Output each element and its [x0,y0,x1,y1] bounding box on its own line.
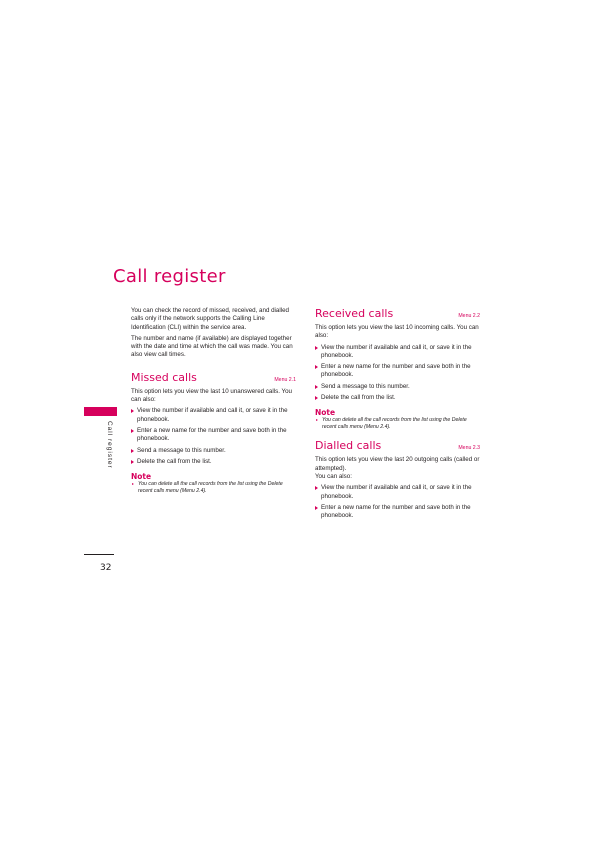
missed-calls-heading [131,371,296,384]
dialled-calls-intro: This option lets you view the last 20 outgoing calls (called or attempted). [315,456,480,472]
missed-calls-title: Missed calls [131,370,197,384]
list-item: Send a message to this number. [315,383,480,391]
list-item: Enter a new name for the number and save both in the phonebook. [315,363,480,380]
right-column [315,307,480,526]
triangle-bullet-icon [315,506,318,510]
triangle-bullet-icon [131,409,134,413]
missed-calls-note: You can delete all the call records from the list using the Delete recent calls menu (Menu 2.4). [131,481,296,495]
triangle-bullet-icon [315,396,318,400]
chapter-tab-marker [84,407,117,416]
triangle-bullet-icon [131,460,134,464]
chapter-side-label: Call register [106,421,113,469]
received-calls-intro: This option lets you view the last 10 incoming calls. You can also: [315,324,479,340]
list-item: Delete the call from the list. [131,458,296,466]
received-calls-title: Received calls [315,307,394,320]
missed-calls-options [131,407,296,466]
received-calls-note-label: Note [315,408,336,418]
dialled-calls-intro-2: You can also: [315,472,352,480]
missed-calls-menu-ref: Menu 2.1 [274,376,296,383]
page-title: Call register [113,266,226,287]
triangle-bullet-icon [315,365,318,369]
page-number-rule [84,554,114,555]
triangle-bullet-icon [131,429,134,433]
dialled-calls-title: Dialled calls [315,439,382,453]
triangle-bullet-icon [131,449,134,453]
received-calls-menu-ref: Menu 2.2 [458,313,480,319]
list-item: Delete the call from the list. [315,394,480,402]
list-item: View the number if available and call it, or save it in the phonebook. [315,344,480,361]
list-item: View the number if available and call it, or save it in the phonebook. [131,407,296,424]
missed-calls-note-label: Note [131,472,152,482]
list-item: Enter a new name for the number and save both in the phonebook. [315,504,480,521]
triangle-bullet-icon [132,483,134,485]
triangle-bullet-icon [315,346,318,350]
received-calls-note: You can delete all the call records from the list using the Delete recent calls menu (Menu 2.4). [315,417,480,431]
dialled-calls-heading [315,439,480,452]
list-item: View the number if available and call it, or save it in the phonebook. [315,484,480,501]
list-item: Send a message to this number. [131,447,296,455]
missed-calls-intro: This option lets you view the last 10 unanswered calls. You can also: [131,387,292,404]
intro-paragraph-2: The number and name (if available) are displayed together with the date and time at which the call was made. You can also view call times. [131,334,293,359]
dialled-calls-menu-ref: Menu 2.3 [458,445,480,452]
received-calls-options [315,344,480,403]
left-column [131,307,296,503]
intro-paragraph-1: You can check the record of missed, received, and dialled calls only if the network supports the Calling Line Identification (CLI) within the service area. [131,307,289,331]
triangle-bullet-icon [316,419,318,421]
page-number: 32 [100,563,112,573]
received-calls-heading [315,307,480,320]
triangle-bullet-icon [315,385,318,389]
triangle-bullet-icon [315,486,318,490]
dialled-calls-options [315,484,480,520]
list-item: Enter a new name for the number and save both in the phonebook. [131,427,296,444]
